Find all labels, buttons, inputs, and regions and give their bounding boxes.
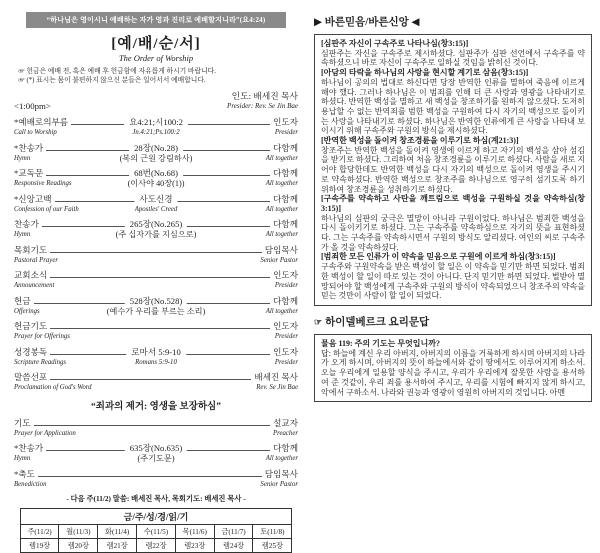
- doctrine-section-body: 창조주는 반역한 백성을 돌이켜 영생에 이르게 하고 자기의 백성을 삼아 섬김을 받기로 하셨다. 그리하여 처음 창조경륜을 이루기로 하셨다. 사람을 새로 지어야 합당한데도 반역한 백성을 다시 자기의 백성으로 돌이켜 영생을 주시기로 약속하셨다. 반역한 백성으로 창조주를 하나님으로 영구히 섬기도록 하기 위하여 창조경륜을 성취하기로 하셨다.: [321, 145, 585, 194]
- item-line-1: [14, 347, 298, 357]
- item-label-ko: *교독문: [14, 168, 44, 179]
- item-line-1: [14, 219, 298, 229]
- page-title: [예/배/순/서]: [111, 36, 201, 52]
- item-participant-ko: 설교자: [273, 417, 298, 428]
- day-cell: 주(11/2): [20, 525, 59, 539]
- item-label-en: Prayer for Offerings: [14, 333, 70, 341]
- item-line-1: [14, 372, 298, 382]
- item-participant-ko: 담임목사: [264, 244, 298, 255]
- doctrine-section: [321, 136, 585, 194]
- day-cell: 수(11/5): [137, 525, 176, 539]
- item-line-2: [14, 205, 298, 214]
- item-content-sub: Romans 5:9-10: [131, 358, 181, 367]
- item-participant-en: All together: [265, 307, 298, 315]
- item-line-2: [14, 429, 298, 438]
- item-line-1: [14, 418, 298, 428]
- notes-block: [18, 68, 298, 85]
- worship-item-row: [14, 418, 298, 438]
- item-line-1: [14, 469, 298, 479]
- doctrine-section-header: [심판주 자신이 구속주로 나타나심(창3:15)]: [321, 39, 469, 48]
- item-label-ko: 교회소식: [14, 270, 48, 281]
- item-participant-ko: 다함께: [273, 219, 298, 230]
- worship-item-row: [14, 443, 298, 463]
- item-line-2: [14, 230, 298, 239]
- doctrine-column: [314, 10, 592, 460]
- item-content-sub: Jn.4:21;Ps.100:2: [128, 128, 183, 137]
- note-line: ☞ (*) 표시는 몸이 불편하지 않으신 분들은 일어서서 예배합니다.: [18, 76, 206, 84]
- item-participant-ko: 인도자: [273, 270, 298, 281]
- reading-cell: 렘21장: [98, 539, 137, 553]
- item-label-ko: 찬송가: [14, 219, 39, 230]
- rule-line: [50, 252, 262, 253]
- worship-items-closing: [14, 418, 298, 489]
- item-content-sub: (주 십자가를 지심으로): [112, 230, 201, 239]
- worship-items: [14, 117, 298, 392]
- item-participant-en: All together: [265, 154, 298, 162]
- item-participant-ko: 다함께: [273, 193, 298, 204]
- item-line-2: [14, 307, 298, 316]
- item-content-sub: (예수가 우리를 부르는 소리): [103, 307, 210, 316]
- item-line-1: [14, 245, 298, 255]
- doctrine-section-header: [반역한 백성을 돌이켜 창조경륜을 이루기로 하심(계21:3)]: [321, 136, 519, 146]
- catechism-question: 물음 119: 주의 기도는 무엇입니까?: [321, 338, 440, 348]
- item-participant-en: All together: [265, 205, 298, 213]
- item-participant-ko: 다함께: [273, 142, 298, 153]
- doctrine-section-body: 심판주는 자신을 구속주로 제시하셨다. 심판주가 심판 선언에서 구속주를 약속하셨으니 바로 자신이 구속주로 일하실 것임을 밝히신 것이다.: [321, 48, 585, 68]
- item-participant-en: Senior Pastor: [260, 480, 298, 488]
- worship-item-row: [14, 270, 298, 290]
- reading-cell: 렘19장: [20, 539, 59, 553]
- item-participant-ko: 인도자: [273, 346, 298, 357]
- item-label-en: Call to Worship: [14, 129, 57, 137]
- item-line-2: [14, 358, 298, 367]
- note-line: ☞ 헌금은 예배 전, 혹은 예배 후 헌금함에 자유롭게 하시기 바랍니다.: [18, 68, 216, 75]
- item-label-en: Announcement: [14, 282, 55, 290]
- worship-item-row: [14, 245, 298, 265]
- reading-cell: 렘20장: [59, 539, 98, 553]
- doctrine-section: [321, 194, 585, 252]
- item-participant-ko: 배세진 목사: [254, 372, 298, 383]
- item-label-en: Pastoral Prayer: [14, 256, 58, 264]
- doctrine-section: [321, 252, 585, 301]
- day-cell: 목(11/6): [175, 525, 214, 539]
- item-participant-en: Rev. Se Jin Bae: [256, 384, 298, 392]
- service-time: <1:00pm>: [14, 101, 51, 112]
- item-label-ko: 헌금기도: [14, 321, 48, 332]
- bible-reading-table: [20, 508, 293, 553]
- doctrine-section-header: [아담의 타락을 하나님의 사랑을 현시할 계기로 삼음(창3:15)]: [321, 68, 529, 78]
- item-participant-ko: 인도자: [273, 321, 298, 332]
- worship-item-row: [14, 372, 298, 392]
- item-label-en: Benediction: [14, 480, 47, 488]
- item-content: 28장(No.28): [129, 143, 183, 153]
- worship-item-row: [14, 168, 298, 188]
- table-title-row: [20, 509, 292, 525]
- doctrine-section-header: [범죄한 모든 인류가 이 약속을 믿음으로 구원에 이르게 하심(창3:15)]: [321, 252, 556, 262]
- item-content: 사도신경: [134, 194, 177, 204]
- item-label-en: Confession of our Faith: [14, 205, 79, 213]
- item-line-2: [14, 154, 298, 163]
- catechism-box: [314, 334, 592, 402]
- item-content: 635장(No.635): [125, 443, 187, 453]
- item-label-ko: 기도: [14, 417, 31, 428]
- item-label-en: Hymn: [14, 154, 31, 162]
- item-participant-en: Senior Pastor: [260, 256, 298, 264]
- rule-line: [38, 476, 262, 477]
- item-line-1: [14, 117, 298, 127]
- pointing-hand-icon: ☞: [314, 316, 323, 327]
- worship-item-row: [14, 296, 298, 316]
- worship-item-row: [14, 347, 298, 367]
- doctrine-heading: ▶ 바른믿음/바른신앙 ◀: [314, 17, 420, 28]
- item-label-ko: *찬송가: [14, 443, 44, 454]
- item-participant-en: Preacher: [272, 429, 298, 437]
- table-readings-row: [20, 539, 292, 553]
- worship-item-row: [14, 194, 298, 214]
- item-label-en: Prayer for Application: [14, 429, 76, 437]
- item-content: 265장(No.265): [125, 219, 187, 229]
- item-line-2: [14, 128, 298, 137]
- reading-cell: 렘22장: [137, 539, 176, 553]
- item-participant-ko: 다함께: [273, 168, 298, 179]
- item-label-en: Responsive Readings: [14, 180, 72, 188]
- item-participant-ko: 담임목사: [264, 468, 298, 479]
- item-content-sub: (주기도문): [133, 454, 178, 463]
- item-participant-en: Presider: [274, 333, 298, 341]
- doctrine-box: [314, 34, 592, 306]
- rule-line: [50, 379, 251, 380]
- item-content: 요4:21;시100:2: [124, 117, 188, 127]
- doctrine-section: [321, 39, 585, 68]
- day-cell: 금(11/7): [214, 525, 253, 539]
- item-content: 로마서 5:9-10: [126, 347, 186, 357]
- worship-item-row: [14, 469, 298, 489]
- item-label-ko: *축도: [14, 468, 35, 479]
- item-line-2: [14, 332, 298, 341]
- item-participant-ko: 다함께: [273, 443, 298, 454]
- item-line-2: [14, 480, 298, 489]
- item-line-1: [14, 270, 298, 280]
- item-label-en: Proclamation of God's Word: [14, 384, 92, 392]
- catechism-answer: 답: 하늘에 계신 우리 아버지, 아버지의 이름을 거룩하게 하시며 아버지의 나라가 오게 하시며, 아버지의 뜻이 하늘에서와 같이 땅에서도 이루어지게 하소서. 오늘 우리에게 일용할 양식을 주시고, 우리가 우리에게 잘못한 사람을 용서하여 준 것같이, 우리 죄를 용서하여 주시고, 우리를 시험에 빠지지 않게 하시고, 악에서 구하소서. 나라와 권능과 영광이 영원히 아버지의 것입니다. 아멘: [321, 348, 585, 397]
- day-cell: 화(11/4): [98, 525, 137, 539]
- doctrine-section-body: 하나님이 공의의 법대로 하신다면 당장 반역한 인류를 멸하여 죽음에 이르게 해야 했다. 그러나 하나님은 이 범죄를 인해 더 큰 사랑과 영광을 나타내기로 하셨다. 반역한 백성을 멸하고 새 백성을 창조하기를 원하지 않으셨다. 도저히 용납할 수 없는 반역죄를 범한 백성을 구원하여 다시 자기의 백성으로 돌이키는 사랑을 나타내기로 하셨다. 하나님은 반역한 인류에게 큰 사랑을 나타내 보이시기 위해 구속주와 구원의 방식을 제시하셨다.: [321, 77, 585, 136]
- item-label-en: Hymn: [14, 231, 31, 239]
- item-line-1: [14, 194, 298, 204]
- worship-item-row: [14, 143, 298, 163]
- reading-cell: 렘25장: [253, 539, 292, 553]
- item-label-ko: 성경봉독: [14, 346, 48, 357]
- banner-verse: “하나님은 영이시니 예배하는 자가 영과 진리로 예배할지니라”(요4:24): [26, 12, 286, 28]
- presider-en: Presider: Rev. Se Jin Bae: [227, 101, 298, 110]
- order-of-worship-column: [14, 10, 298, 550]
- table-days-row: [20, 525, 292, 539]
- day-cell: 토(11/8): [253, 525, 292, 539]
- item-line-1: [14, 296, 298, 306]
- worship-item-row: [14, 321, 298, 341]
- item-line-2: [14, 383, 298, 392]
- sermon-title: “죄과의 제거: 영생을 보장하심”: [91, 401, 221, 412]
- item-label-ko: 목회기도: [14, 244, 48, 255]
- table-title: 금/주/성/경/읽/기: [20, 509, 292, 525]
- reading-cell: 렘23장: [175, 539, 214, 553]
- reading-cell: 렘24장: [214, 539, 253, 553]
- item-line-2: [14, 256, 298, 265]
- item-participant-ko: 인도자: [273, 117, 298, 128]
- item-participant-en: Presider: [274, 282, 298, 290]
- presider-ko: 인도: 배세진 목사: [231, 91, 298, 102]
- item-content-sub: (복의 근원 강림하사): [116, 154, 197, 163]
- item-label-en: Offerings: [14, 307, 40, 315]
- doctrine-section-body: 하나님의 심판의 궁극은 멸망이 아니라 구원이었다. 하나님은 범죄한 백성을 다시 돌이키기로 하셨다. 그는 구속주를 약속하심으로 자기의 뜻을 표현하셨다. 그는 구속주를 약속하시면서 구원의 방식도 알리셨다. 여인의 씨로 구속주가 올 것을 약속하셨다.: [321, 213, 585, 252]
- next-week-notice: - 다음 주(11/2) 말씀: 배세진 목사, 목회기도: 배세진 목사 -: [66, 494, 246, 504]
- item-participant-en: All together: [265, 455, 298, 463]
- item-content: 528장(No.528): [125, 296, 187, 306]
- item-participant-en: Presider: [274, 129, 298, 137]
- item-label-en: Hymn: [14, 455, 31, 463]
- item-label-ko: *신앙고백: [14, 193, 52, 204]
- item-participant-en: All together: [265, 231, 298, 239]
- worship-item-row: [14, 117, 298, 137]
- item-line-1: [14, 168, 298, 178]
- item-line-2: [14, 179, 298, 188]
- rule-line: [50, 277, 270, 278]
- item-content: 68번(No.68): [129, 168, 183, 178]
- page-subtitle: The Order of Worship: [118, 53, 194, 63]
- item-line-2: [14, 281, 298, 290]
- item-participant-ko: 다함께: [273, 295, 298, 306]
- item-line-1: [14, 321, 298, 331]
- rule-line: [34, 425, 270, 426]
- item-label-ko: 말씀선포: [14, 372, 48, 383]
- item-line-2: [14, 454, 298, 463]
- item-label-ko: 헌금: [14, 295, 31, 306]
- worship-item-row: [14, 219, 298, 239]
- catechism-heading: [314, 314, 592, 329]
- item-line-1: [14, 443, 298, 453]
- presider-block: [227, 92, 298, 111]
- item-participant-en: All together: [265, 180, 298, 188]
- item-content-sub: Apostles' Creed: [131, 205, 182, 214]
- item-line-1: [14, 143, 298, 153]
- item-label-ko: *예배로의부름: [14, 117, 69, 128]
- item-label-en: Scripture Readings: [14, 358, 67, 366]
- item-content-sub: (이사야 40장(1)): [124, 179, 189, 188]
- catechism-heading-label: 하이델베르크 요리문답: [325, 316, 430, 328]
- item-participant-en: Presider: [274, 358, 298, 366]
- doctrine-section-header: [구속주를 약속하고 사탄을 깨트림으로 백성을 구원하실 것을 약속하심(창3:15)]: [321, 194, 585, 213]
- doctrine-section-body: 구속주와 구원약속을 받은 백성이 할 일은 이 약속을 믿기만 하면 되었다. 범죄한 백성이 할 일이 따로 있는 것이 아니다. 단지 믿기만 하면 되었다. 벌받아 멸망되어야 할 백성에게 구속주와 구원의 방식이 약속되었으니 창조주의 약속을 믿는 것만이 사람이 할 일이 되었다.: [321, 262, 585, 301]
- rule-line: [50, 328, 270, 329]
- doctrine-section: [321, 68, 585, 136]
- day-cell: 월(11/3): [59, 525, 98, 539]
- item-label-ko: *찬송가: [14, 142, 44, 153]
- time-presider-row: [14, 92, 298, 111]
